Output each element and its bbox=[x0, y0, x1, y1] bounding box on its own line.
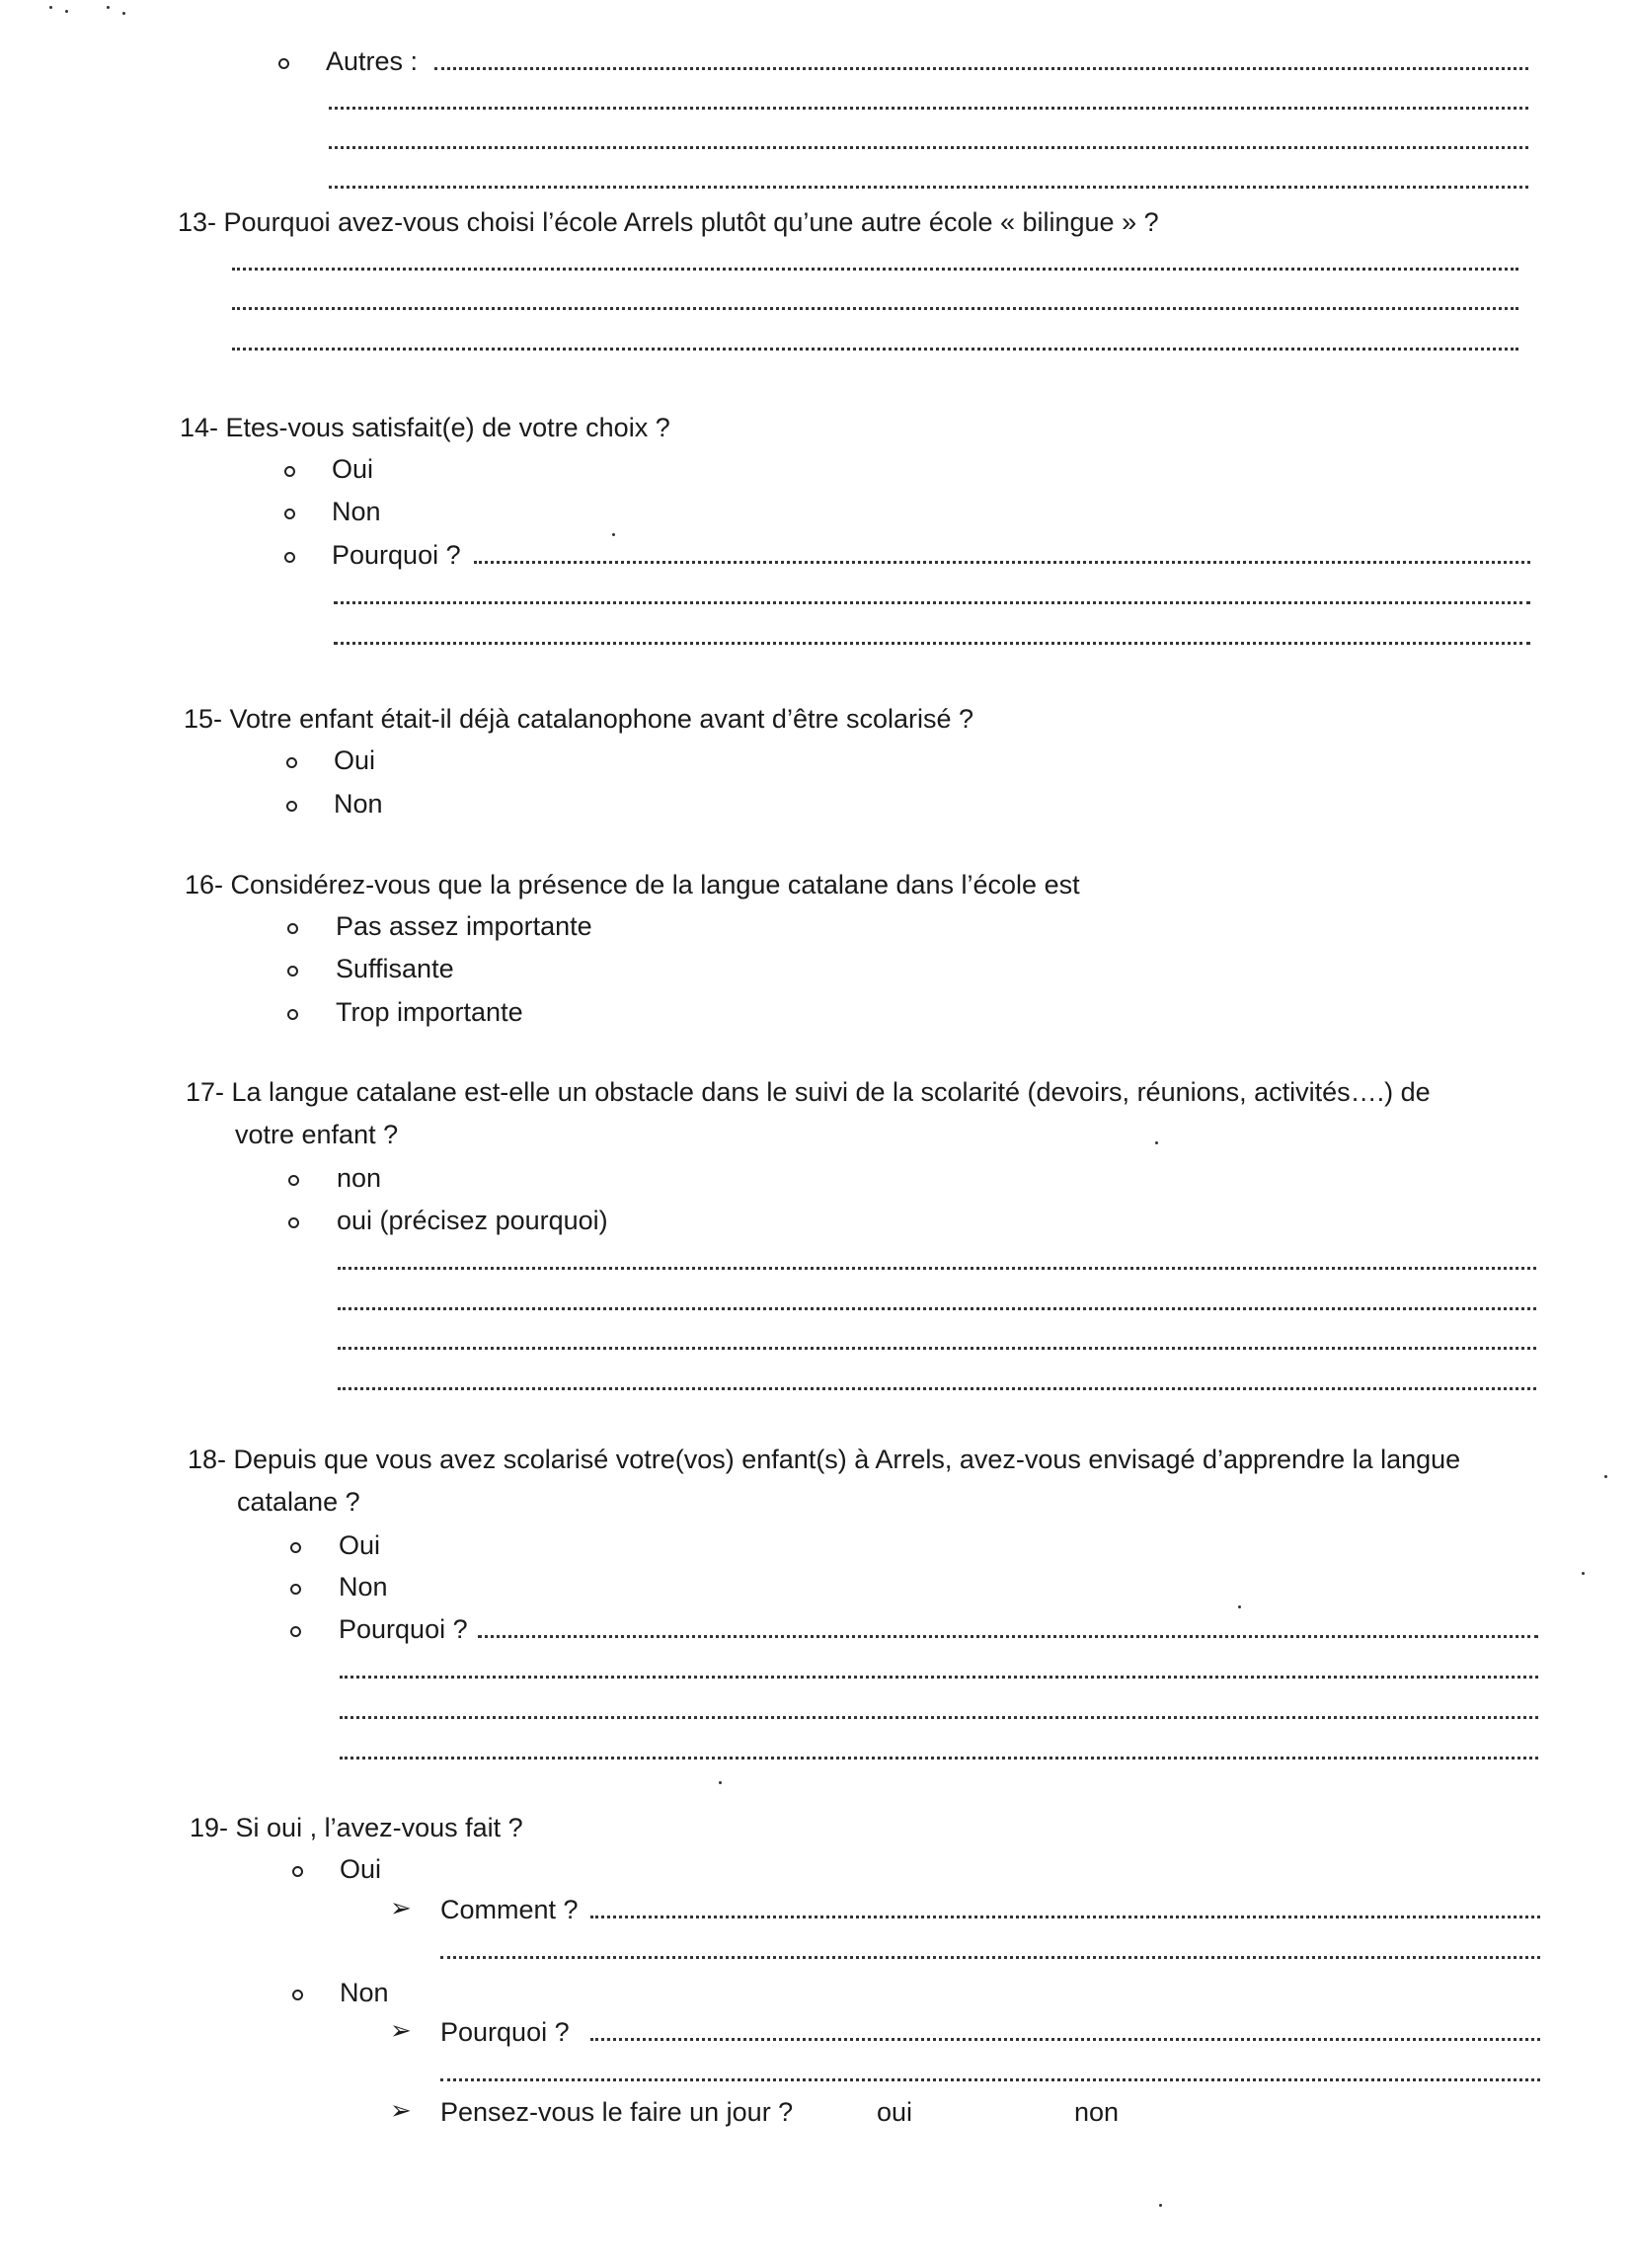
option-oui[interactable]: Oui bbox=[332, 454, 374, 484]
scan-speck bbox=[719, 1781, 722, 1784]
bullet-icon bbox=[278, 58, 289, 69]
answer-line[interactable] bbox=[338, 1387, 1536, 1390]
option-pas-assez-importante[interactable]: Pas assez importante bbox=[336, 911, 592, 941]
bullet-icon bbox=[292, 1990, 303, 2000]
question-17-line1: 17- La langue catalane est-elle un obstacle dans le suivi de la scolarité (devoirs, réunions, activités….) de bbox=[186, 1077, 1431, 1107]
question-16: 16- Considérez-vous que la présence de la langue catalane dans l’école est bbox=[185, 870, 1080, 899]
bullet-icon bbox=[290, 1542, 301, 1553]
option-trop-importante[interactable]: Trop importante bbox=[336, 997, 523, 1027]
question-14: 14- Etes-vous satisfait(e) de votre choix ? bbox=[180, 413, 670, 442]
bullet-icon bbox=[290, 1626, 301, 1637]
option-pourquoi: Pourquoi ? bbox=[339, 1614, 468, 1644]
answer-line[interactable] bbox=[440, 1956, 1540, 1959]
scan-speck bbox=[1604, 1475, 1607, 1478]
question-18-line1: 18- Depuis que vous avez scolarisé votre(vos) enfant(s) à Arrels, avez-vous envisagé d’apprendre la langue bbox=[188, 1445, 1461, 1474]
answer-line[interactable] bbox=[338, 1267, 1536, 1270]
bullet-icon bbox=[287, 1009, 298, 1020]
scan-speck bbox=[1159, 2204, 1162, 2207]
scan-speck bbox=[122, 12, 125, 15]
bullet-icon bbox=[292, 1866, 303, 1877]
answer-line[interactable] bbox=[334, 642, 1530, 645]
option-autres: Autres : bbox=[326, 46, 419, 76]
answer-line[interactable] bbox=[434, 67, 1528, 70]
answer-line[interactable] bbox=[334, 601, 1530, 604]
arrow-bullet-icon: ➢ bbox=[390, 2016, 412, 2046]
answer-line[interactable] bbox=[340, 1716, 1538, 1719]
option-pourquoi: Pourquoi ? bbox=[332, 540, 461, 570]
answer-line[interactable] bbox=[232, 307, 1518, 310]
bullet-icon bbox=[290, 1584, 301, 1595]
sub-pensez-vous: Pensez-vous le faire un jour ? bbox=[440, 2097, 794, 2127]
answer-line[interactable] bbox=[440, 2078, 1540, 2081]
option-non[interactable]: Non bbox=[340, 1978, 389, 2007]
option-suffisante[interactable]: Suffisante bbox=[336, 954, 454, 983]
answer-line[interactable] bbox=[590, 1916, 1540, 1918]
bullet-icon bbox=[288, 1175, 299, 1186]
option-oui[interactable]: Oui bbox=[334, 745, 376, 775]
bullet-icon bbox=[284, 508, 295, 519]
bullet-icon bbox=[284, 466, 295, 477]
scan-speck bbox=[1582, 1572, 1585, 1575]
answer-line[interactable] bbox=[329, 186, 1528, 189]
scan-speck bbox=[1155, 1141, 1158, 1144]
option-non[interactable]: Non bbox=[339, 1572, 388, 1602]
question-18-line2: catalane ? bbox=[237, 1487, 360, 1517]
answer-line[interactable] bbox=[338, 1307, 1536, 1310]
scan-speck bbox=[1238, 1605, 1241, 1608]
option-non[interactable]: Non bbox=[332, 497, 381, 526]
answer-line[interactable] bbox=[590, 2038, 1540, 2041]
choice-oui[interactable]: oui bbox=[877, 2097, 913, 2127]
question-19: 19- Si oui , l’avez-vous fait ? bbox=[190, 1813, 523, 1842]
scan-speck bbox=[49, 6, 52, 9]
answer-line[interactable] bbox=[478, 1635, 1538, 1638]
bullet-icon bbox=[286, 801, 297, 812]
answer-line[interactable] bbox=[329, 146, 1528, 149]
sub-comment: Comment ? bbox=[440, 1895, 579, 1924]
bullet-icon bbox=[284, 552, 295, 563]
option-oui[interactable]: Oui bbox=[339, 1530, 381, 1560]
bullet-icon bbox=[287, 966, 298, 977]
answer-line[interactable] bbox=[338, 1347, 1536, 1350]
sub-pourquoi: Pourquoi ? bbox=[440, 2017, 570, 2047]
scan-speck bbox=[612, 533, 615, 536]
question-15: 15- Votre enfant était-il déjà catalanophone avant d’être scolarisé ? bbox=[184, 704, 974, 734]
bullet-icon bbox=[288, 1217, 299, 1228]
choice-non[interactable]: non bbox=[1074, 2097, 1120, 2127]
arrow-bullet-icon: ➢ bbox=[390, 2096, 412, 2126]
option-oui[interactable]: Oui bbox=[340, 1854, 382, 1884]
scan-speck bbox=[65, 10, 68, 13]
option-non[interactable]: non bbox=[337, 1163, 382, 1193]
bullet-icon bbox=[286, 757, 297, 768]
bullet-icon bbox=[287, 923, 298, 934]
arrow-bullet-icon: ➢ bbox=[390, 1894, 412, 1923]
question-13: 13- Pourquoi avez-vous choisi l’école Arrels plutôt qu’une autre école « bilingue » ? bbox=[178, 207, 1159, 237]
answer-line[interactable] bbox=[340, 1757, 1538, 1760]
answer-line[interactable] bbox=[329, 107, 1528, 110]
option-oui-precisez[interactable]: oui (précisez pourquoi) bbox=[337, 1206, 608, 1235]
answer-line[interactable] bbox=[232, 348, 1518, 351]
answer-line[interactable] bbox=[232, 268, 1518, 271]
option-non[interactable]: Non bbox=[334, 789, 383, 819]
answer-line[interactable] bbox=[340, 1676, 1538, 1679]
question-17-line2: votre enfant ? bbox=[235, 1120, 399, 1149]
scan-speck bbox=[107, 6, 110, 9]
answer-line[interactable] bbox=[474, 561, 1530, 564]
